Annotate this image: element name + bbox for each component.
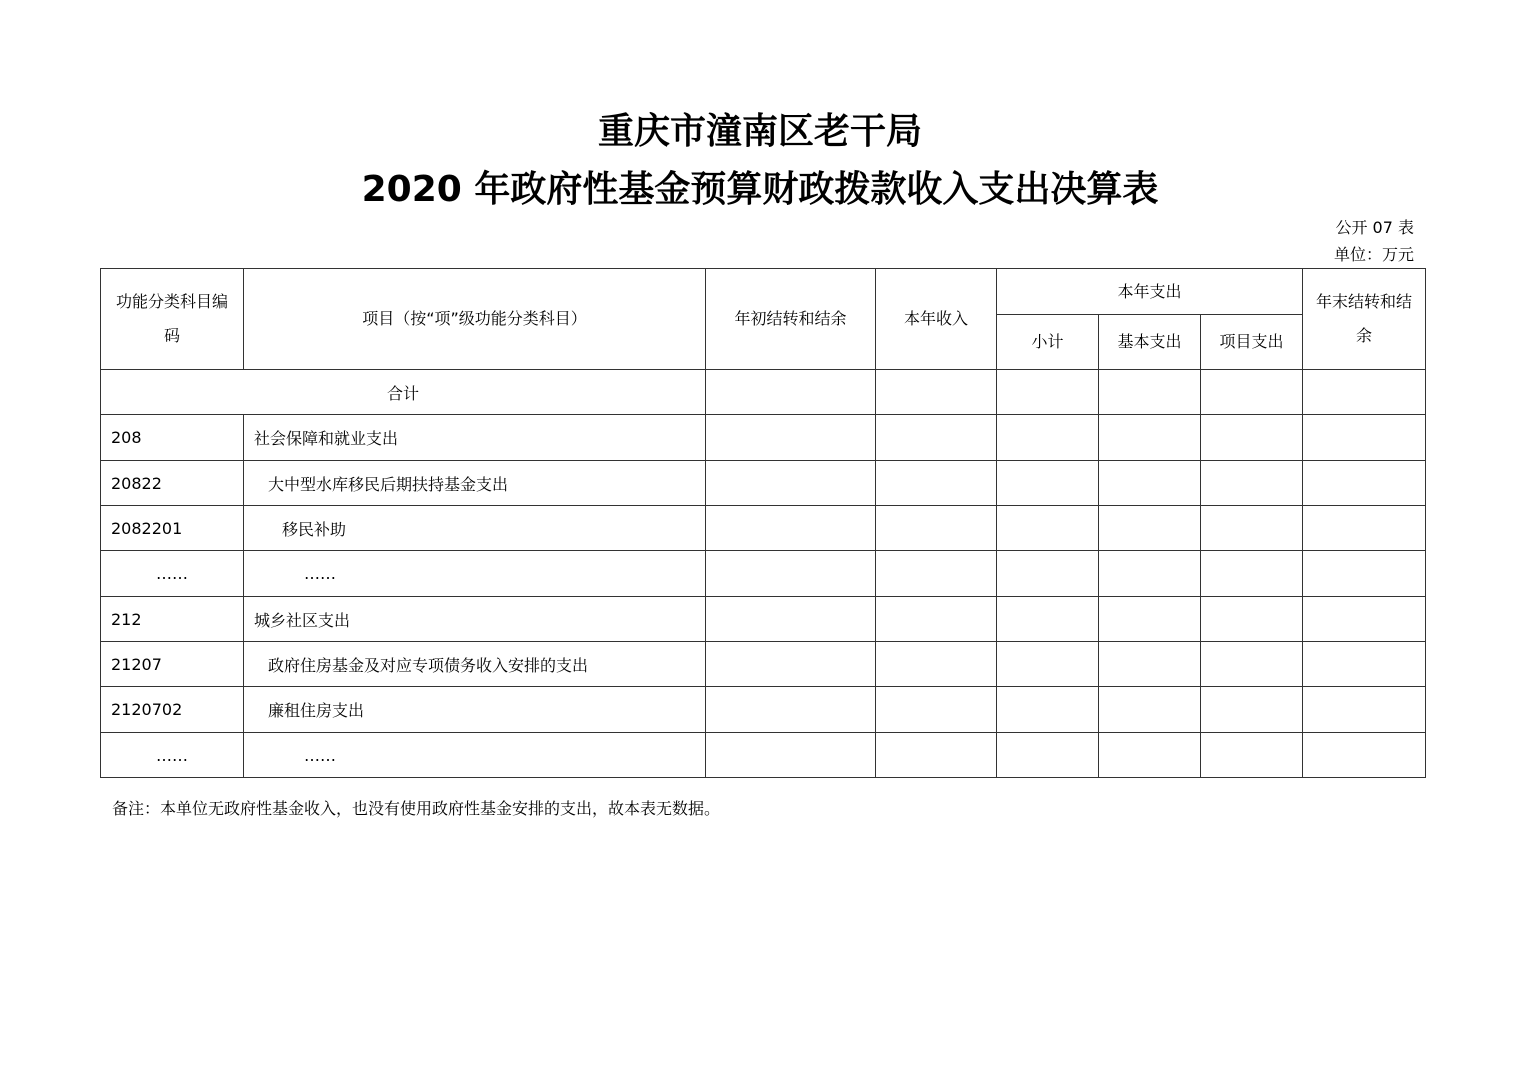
cell-empty xyxy=(1099,370,1201,415)
cell-empty xyxy=(1099,461,1201,506)
footnote: 备注：本单位无政府性基金收入，也没有使用政府性基金安排的支出，故本表无数据。 xyxy=(112,799,721,818)
row-name: 社会保障和就业支出 xyxy=(244,415,706,461)
header-code: 功能分类科目编码 xyxy=(101,269,244,370)
row-name: 大中型水库移民后期扶持基金支出 xyxy=(244,461,706,506)
cell-empty xyxy=(1303,733,1426,778)
cell-empty xyxy=(1201,597,1303,642)
row-name: …… xyxy=(244,733,706,778)
row-name: 移民补助 xyxy=(244,506,706,551)
cell-empty xyxy=(706,551,876,597)
header-income: 本年收入 xyxy=(876,269,997,370)
cell-empty xyxy=(997,687,1099,733)
header-begin-balance: 年初结转和结余 xyxy=(706,269,876,370)
cell-empty xyxy=(876,506,997,551)
cell-empty xyxy=(997,733,1099,778)
cell-empty xyxy=(1099,597,1201,642)
cell-empty xyxy=(706,733,876,778)
cell-empty xyxy=(1303,461,1426,506)
row-code: 2120702 xyxy=(101,687,244,733)
row-code: 20822 xyxy=(101,461,244,506)
cell-empty xyxy=(1099,642,1201,687)
row-code: …… xyxy=(101,551,244,597)
cell-empty xyxy=(706,370,876,415)
cell-empty xyxy=(876,733,997,778)
row-code: …… xyxy=(101,733,244,778)
table-row xyxy=(101,597,1426,642)
cell-empty xyxy=(1303,370,1426,415)
total-row xyxy=(101,370,1426,415)
cell-empty xyxy=(1201,461,1303,506)
total-label: 合计 xyxy=(101,370,706,415)
page-title: 重庆市潼南区老干局 xyxy=(597,111,922,152)
cell-empty xyxy=(1099,733,1201,778)
cell-empty xyxy=(1201,642,1303,687)
header-basic: 基本支出 xyxy=(1099,315,1201,370)
row-code: 2082201 xyxy=(101,506,244,551)
table-row xyxy=(101,415,1426,461)
cell-empty xyxy=(997,415,1099,461)
cell-empty xyxy=(876,415,997,461)
row-name: 政府住房基金及对应专项债务收入安排的支出 xyxy=(244,642,706,687)
cell-empty xyxy=(997,370,1099,415)
cell-empty xyxy=(706,597,876,642)
cell-empty xyxy=(1201,687,1303,733)
header-item: 项目（按“项”级功能分类科目） xyxy=(244,269,706,370)
cell-empty xyxy=(1201,733,1303,778)
cell-empty xyxy=(1099,551,1201,597)
unit-label: 单位：万元 xyxy=(1333,245,1414,264)
header-expense-group: 本年支出 xyxy=(997,269,1303,315)
row-name: 城乡社区支出 xyxy=(244,597,706,642)
cell-empty xyxy=(1303,415,1426,461)
cell-empty xyxy=(997,506,1099,551)
cell-empty xyxy=(706,687,876,733)
row-code: 21207 xyxy=(101,642,244,687)
cell-empty xyxy=(997,642,1099,687)
cell-empty xyxy=(997,551,1099,597)
cell-empty xyxy=(876,642,997,687)
cell-empty xyxy=(876,461,997,506)
header-subtotal: 小计 xyxy=(997,315,1099,370)
row-name: …… xyxy=(244,551,706,597)
header-end-balance: 年末结转和结余 xyxy=(1303,269,1426,370)
cell-empty xyxy=(876,551,997,597)
budget-table xyxy=(100,268,1426,778)
cell-empty xyxy=(997,597,1099,642)
header-project: 项目支出 xyxy=(1201,315,1303,370)
table-row xyxy=(101,551,1426,597)
cell-empty xyxy=(706,506,876,551)
cell-empty xyxy=(876,370,997,415)
row-code: 212 xyxy=(101,597,244,642)
table-row xyxy=(101,506,1426,551)
cell-empty xyxy=(997,461,1099,506)
table-row xyxy=(101,687,1426,733)
row-name: 廉租住房支出 xyxy=(244,687,706,733)
cell-empty xyxy=(706,642,876,687)
cell-empty xyxy=(1099,506,1201,551)
cell-empty xyxy=(876,597,997,642)
cell-empty xyxy=(1303,551,1426,597)
cell-empty xyxy=(706,415,876,461)
cell-empty xyxy=(1201,415,1303,461)
header-row-1 xyxy=(101,269,1426,315)
cell-empty xyxy=(1201,370,1303,415)
cell-empty xyxy=(1201,551,1303,597)
cell-empty xyxy=(1201,506,1303,551)
cell-empty xyxy=(1303,642,1426,687)
cell-empty xyxy=(1099,687,1201,733)
cell-empty xyxy=(1099,415,1201,461)
cell-empty xyxy=(706,461,876,506)
row-code: 208 xyxy=(101,415,244,461)
table-row xyxy=(101,461,1426,506)
page-subtitle: 2020 年政府性基金预算财政拨款收入支出决算表 xyxy=(361,169,1159,210)
cell-empty xyxy=(876,687,997,733)
table-number: 公开 07 表 xyxy=(1335,218,1414,237)
cell-empty xyxy=(1303,597,1426,642)
table-row xyxy=(101,733,1426,778)
cell-empty xyxy=(1303,687,1426,733)
table-row xyxy=(101,642,1426,687)
cell-empty xyxy=(1303,506,1426,551)
